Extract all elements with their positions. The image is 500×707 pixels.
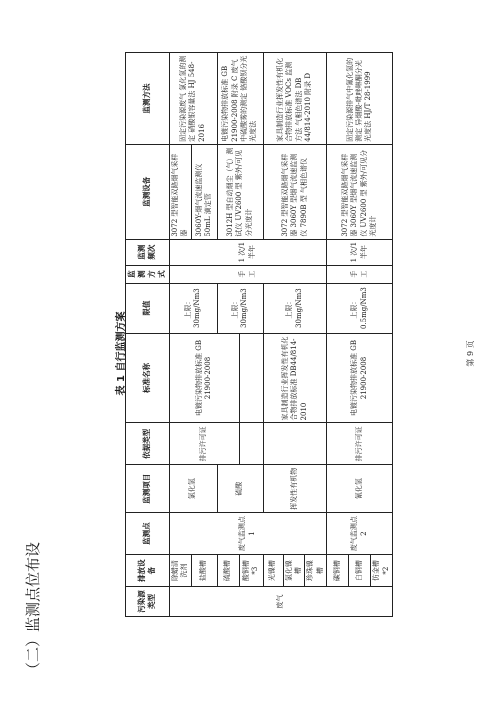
device-cell: 酸铜槽*3: [239, 555, 263, 587]
equipment-line: 3060Y-烟气流速监测仪: [194, 163, 203, 237]
limit-cell: 上限：30mg/Nm3: [263, 283, 327, 333]
method-cell: 电镀污染物排放标准 GB 21900-2008 附录 C 废气中硫酸雾的测定 铬酸钡分光光度法: [217, 53, 263, 145]
basis-cell: 排污许可证: [327, 423, 393, 465]
empty-cell: [239, 333, 263, 423]
item-cell: 硫酸: [217, 465, 263, 513]
table-title: 表 1 自行监测方案: [116, 311, 127, 396]
equipment-cell: 3072 型智能双路烟气采样器 3060Y 型烟气流速监测仪 7890B 型 气相色谱仪: [263, 144, 327, 239]
mode-cell: 手工: [327, 265, 393, 283]
device-cell: 硫酸槽: [217, 555, 239, 587]
header-cell: 监测频次: [126, 239, 170, 265]
mode-cell: 手工: [169, 265, 327, 283]
limit-cell: 上限：30mg/Nm3: [169, 283, 217, 333]
equipment-line: 50mL 滴定管: [204, 193, 212, 237]
header-cell: 监测点: [126, 513, 170, 555]
header-cell: 监测方式: [126, 265, 170, 283]
device-cell: 白铜槽: [349, 555, 371, 587]
item-cell: 氰化氢: [327, 465, 393, 513]
header-cell: 监测方法: [126, 53, 170, 145]
equipment-cell: 3072 型智能双路烟气采样器 3060Y 型烟气流速监测仪 UV2600 型 紫外/可见分光度计: [327, 144, 393, 239]
standard-cell: 电镀污染物排放标准 GB 21900-2008: [327, 333, 393, 423]
method-cell: 固定污染源排气中氰化氢的测定 异烟酸-吡唑啉酮分光光度法 HJ/T 28-1999: [327, 53, 393, 145]
point-cell: 废气监测点 1: [169, 513, 327, 555]
empty-cell: [263, 423, 327, 465]
section-heading: （二）监测点位布设: [24, 541, 42, 677]
device-cell: 珍珠镍槽: [305, 555, 327, 587]
frequency-cell: 1 次/1 半年: [169, 239, 327, 265]
header-cell: 监测设备: [126, 144, 170, 239]
header-cell: 排放设备: [126, 555, 170, 587]
device-cell: 仿金槽*2: [371, 555, 393, 587]
table-row: [327, 53, 349, 617]
device-cell: 碳铜槽: [327, 555, 349, 587]
item-cell: 挥发性有机物: [263, 465, 327, 513]
item-cell: 氯化氢: [169, 465, 217, 513]
empty-cell: [239, 423, 263, 465]
device-cell: 除蜡清洗剂: [169, 555, 191, 587]
equipment-cell: [191, 144, 217, 239]
point-cell: 废气监测点 2: [327, 513, 393, 555]
equipment-cell: 3012H 型自动烟尘（气）测试仪 UV2600 型 紫外/可见分光度计: [217, 144, 263, 239]
device-cell: 氯化镍槽: [283, 555, 305, 587]
limit-cell: 上限：30mg/Nm3: [217, 283, 263, 333]
method-cell: 家具制造行业挥发性有机化合物排放标准 VOCs 监测方法 气相色谱法 DB 44/814-2010 附录 D: [263, 53, 327, 145]
standard-cell: 电镀污染物排放标准 GB 21900-2008: [169, 333, 239, 423]
device-cell: 盐酸槽: [191, 555, 217, 587]
limit-cell: 上限：0.5mg/Nm3: [327, 283, 393, 333]
equipment-cell: 3072 型智能双路烟气采样器: [169, 144, 191, 239]
header-cell: 污染源类型: [126, 587, 170, 617]
method-cell: 固定污染源废气 氯化氢的测定 硝酸银容量法 HJ 548-2016: [169, 53, 217, 145]
header-cell: 依据类型: [126, 423, 170, 465]
pollution-type-cell: 废气: [169, 587, 393, 617]
standard-cell: 家具制造行业挥发性有机化合物排放标准 DB44/814-2010: [263, 333, 327, 423]
header-cell: 监测项目: [126, 465, 170, 513]
header-cell: 限值: [126, 283, 170, 333]
frequency-cell: 1 次/1 半年: [327, 239, 393, 265]
header-cell: 标准名称: [126, 333, 170, 423]
device-cell: 光镍槽: [263, 555, 283, 587]
basis-cell: 排污许可证: [169, 423, 239, 465]
table-row: [169, 53, 191, 617]
page-number: 第 9 页: [466, 340, 475, 367]
header-row: [126, 53, 170, 617]
monitoring-plan-table: [125, 52, 393, 617]
